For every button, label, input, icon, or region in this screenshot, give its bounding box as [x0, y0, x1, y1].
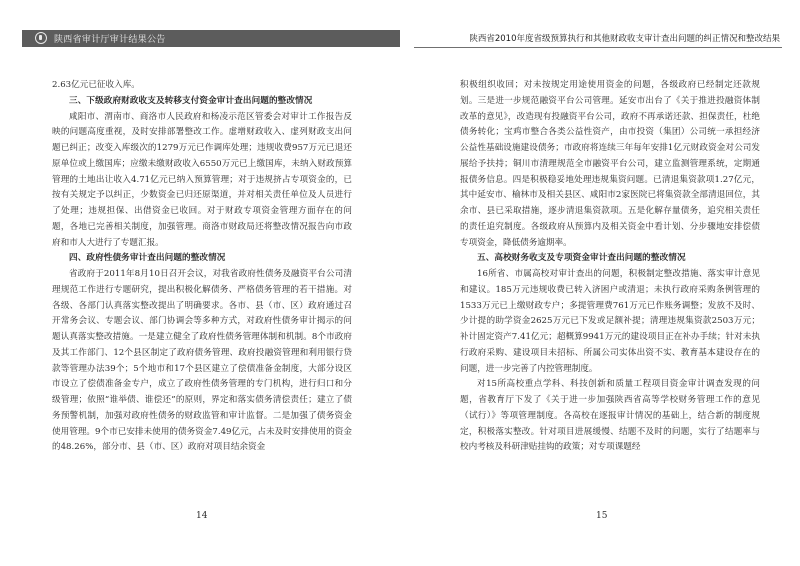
- paragraph: 省政府于2011年8月10日召开会议，对我省政府性债务及融资平台公司清理规范工作进行专题研究，提出积极化解债务、严格债务管理的若干措施。对各级、各部门认真落实整改提出了明确要求。各市、县（市、区）政府通过召开常务会议、专题会议、部门协调会等多种方式，对政府性债务审计揭示的问题认真落实整改措施。一是建立健全了政府性债务管理体制和机制。8个市政府及其工作部门、12个县区制定了政府债务管理、政府投融资管理和利用银行贷款等管理办法39个；5个地市和17个县区建立了偿债准备金制度，大部分设区市设立了偿债准备金专户，成立了政府性债务管理的专门机构，进行归口和分级管理；依照“谁举债、谁偿还”的原则，界定和落实债务清偿责任；建立了债务预警机制，加强对政府性债务的财政监管和审计监督。二是加强了债务资金使用管理。9个市已安排未使用的债务资金7.49亿元，占未及时安排使用的资金的48.26%，部分市、县（市、区）政府对项目结余资金: [52, 269, 352, 453]
- left-page: [52, 78, 352, 456]
- right-page: [460, 78, 760, 456]
- paragraph: 2.63亿元已征收入库。: [52, 80, 140, 90]
- paragraph: 对15所高校重点学科、科技创新和质量工程项目资金审计调查发现的问题，省教育厅下发了《关于进一步加强陕西省高等学校财务管理工作的意见（试行）》等项管理制度。各高校在逐报审计情况的基础上，结合新的制度规定，积极落实整改。针对项目进展缓慢、结题不及时的问题，实行了结题率与校内考核及科研津贴挂钩的政策；对专项课题经: [460, 379, 760, 453]
- header-right-title: 陕西省2010年度省级预算执行和其他财政收支审计查出问题的纠正情况和整改结果: [469, 34, 780, 44]
- section-heading: 三、下级政府财政收支及转移支付资金审计查出问题的整改情况: [69, 95, 313, 106]
- page-number-left: 14: [196, 511, 208, 521]
- paragraph: 积极组织收回；对未按规定用途使用资金的问题，各级政府已经制定还款规划。三是进一步规范融资平台公司管理。延安市出台了《关于推进投融资体制改革的意见》，改造现有投融资平台公司，政府不再承诺还款、担保责任，杜绝债务转化；宝鸡市整合各类公益性资产，由市投资（集团）公司统一承担经济公益性基础设施建设债务；市政府将连续三年每年安排1亿元财政资金对公司发展给予扶持；铜川市清理规范全市融资平台公司，建立监测管理系统，定期通报债务信息。四是积极稳妥地处理违规集资问题。已清退集资款项1.27亿元，其中延安市、榆林市及相关县区、咸阳市2家医院已将集资款全部清退回位，其余市、县已采取措施，逐步清退集资款项。五是化解存量债务，追究相关责任的责任追究制度。各级政府从预算内及相关资金中看计划、分步骤地安排偿债专项资金，降低债务逾期率。: [460, 80, 760, 248]
- emblem-icon: [35, 32, 47, 44]
- running-header: [22, 30, 782, 47]
- paragraph: 咸阳市、渭南市、商洛市人民政府和杨凌示范区管委会对审计工作报告反映的问题高度重视，及时安排部署整改工作。虚增财政收入、虚列财政支出问题已纠正；改变入库级次的1279万元已作调库处理；违规收费957万元已退还原单位或上缴国库；应缴未缴财政收入6550万元已上缴国库，未纳入财政预算管理的土地出让收入4.71亿元已纳入预算管理；对于违规挤占专项资金的，已按有关规定予以纠正，少数资金已归还原渠道，并对相关责任单位及人员进行了处理；违规担保、出借资金已收回。对于财政专项资金管理方面存在的问题，各地已完善相关制度，加强管理。商洛市财政局还将整改情况报告向市政府和市人大进行了专题汇报。: [52, 111, 352, 248]
- header-bar: [22, 30, 400, 47]
- paragraph: 16所省、市属高校对审计查出的问题，积极制定整改措施、落实审计意见和建议。185万元违规收费已转入济困户或清退；未执行政府采购条例管理的1533万元已上缴财政专户；多提管理费761万元已作账务调整；发放不及时、少计提的助学资金2625万元已下发或足额补提；清理违规集资款2503万元；补计固定资产7.41亿元；超概算9941万元的建设项目正在补办手续；针对未执行政府采购、建设项目未招标、所属公司实体出资不实、教育基本建设存在的问题，进一步完善了内控管理制度。: [460, 269, 760, 374]
- section-heading: 四、政府性债务审计查出问题的整改情况: [69, 253, 226, 264]
- header-left-title: 陕西省审计厅审计结果公告: [54, 35, 166, 45]
- section-heading: 五、高校财务收支及专项资金审计查出问题的整改情况: [477, 253, 686, 264]
- page-number-right: 15: [596, 511, 608, 521]
